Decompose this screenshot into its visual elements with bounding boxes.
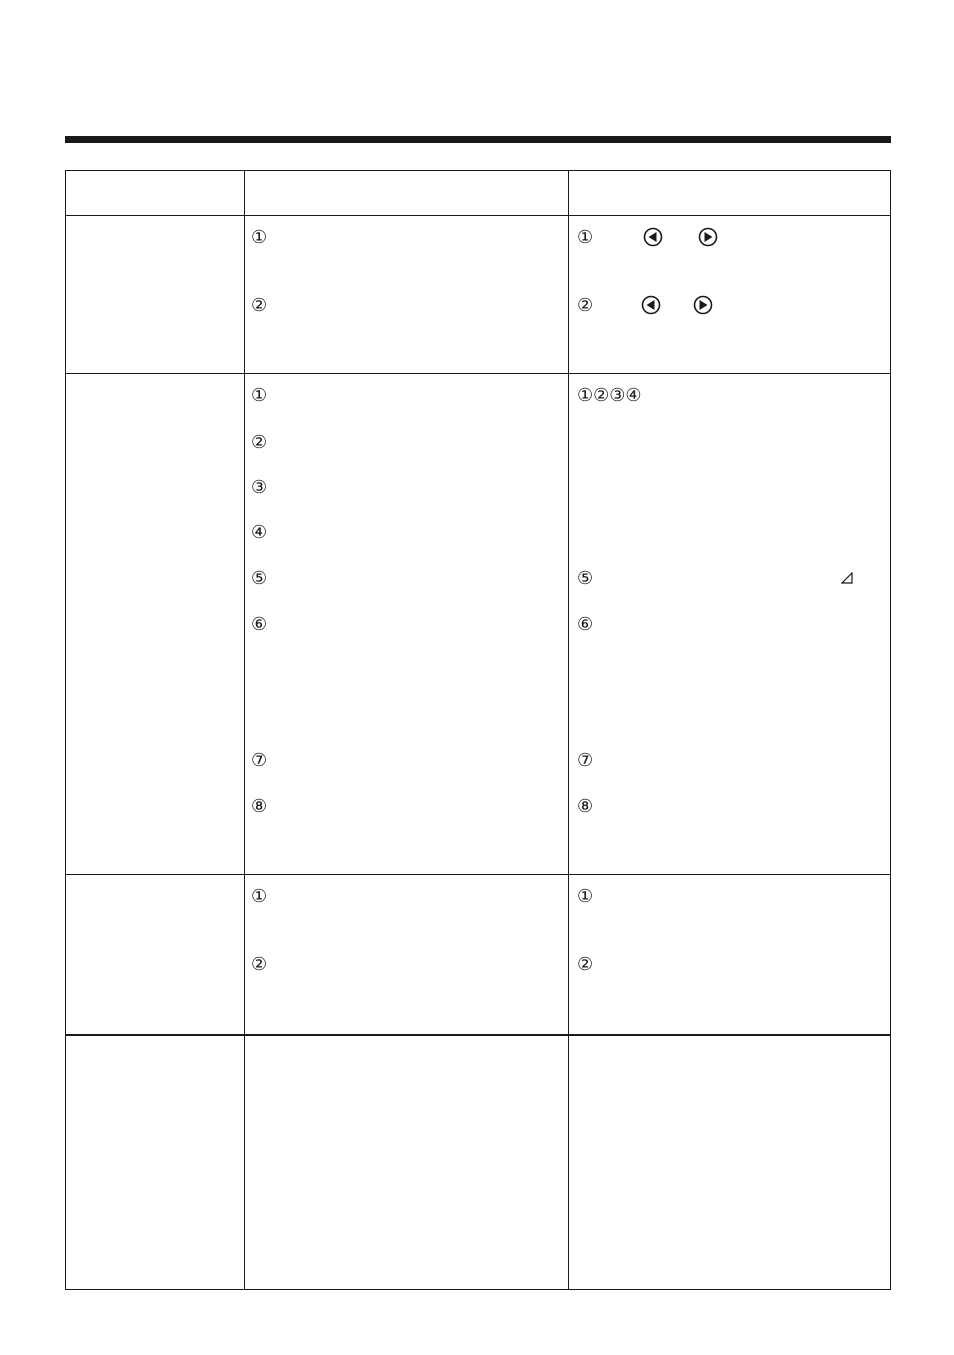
cause-marker-2: ②	[251, 432, 268, 453]
cause-marker-4: ④	[251, 522, 268, 543]
remedy-marker-2: ②	[577, 295, 594, 316]
cause-marker-7: ⑦	[251, 750, 268, 771]
cause-marker-1: ①	[251, 227, 268, 248]
row-divider-2	[65, 874, 891, 875]
remedy-marker-1: ①	[577, 886, 594, 907]
cause-marker-3: ③	[251, 477, 268, 498]
right-arrow-icon	[693, 295, 713, 315]
remedy-marker-7: ⑦	[577, 750, 594, 771]
table-left-border	[65, 170, 66, 1290]
triangle-mark-icon	[841, 572, 853, 584]
table-top-border	[65, 170, 891, 171]
right-arrow-icon	[698, 227, 718, 247]
cause-marker-8: ⑧	[251, 796, 268, 817]
cause-marker-1: ①	[251, 886, 268, 907]
remedy-marker-6: ⑥	[577, 614, 594, 635]
table-right-border	[890, 170, 891, 1290]
remedy-marker-1234: ①②③④	[577, 385, 642, 406]
row-divider-3	[65, 1034, 891, 1036]
cause-marker-6: ⑥	[251, 614, 268, 635]
cause-marker-2: ②	[251, 954, 268, 975]
header-row-divider	[65, 215, 891, 216]
left-arrow-icon	[641, 295, 661, 315]
cause-marker-2: ②	[251, 295, 268, 316]
column-divider-2	[568, 170, 569, 1290]
left-arrow-icon	[643, 227, 663, 247]
column-divider-1	[244, 170, 245, 1290]
row-divider-1	[65, 373, 891, 374]
remedy-marker-1: ①	[577, 227, 594, 248]
cause-marker-1: ①	[251, 385, 268, 406]
cause-marker-5: ⑤	[251, 568, 268, 589]
remedy-marker-5: ⑤	[577, 568, 594, 589]
remedy-marker-8: ⑧	[577, 796, 594, 817]
remedy-marker-2: ②	[577, 954, 594, 975]
table-bottom-border	[65, 1289, 891, 1290]
header-rule	[65, 136, 891, 143]
